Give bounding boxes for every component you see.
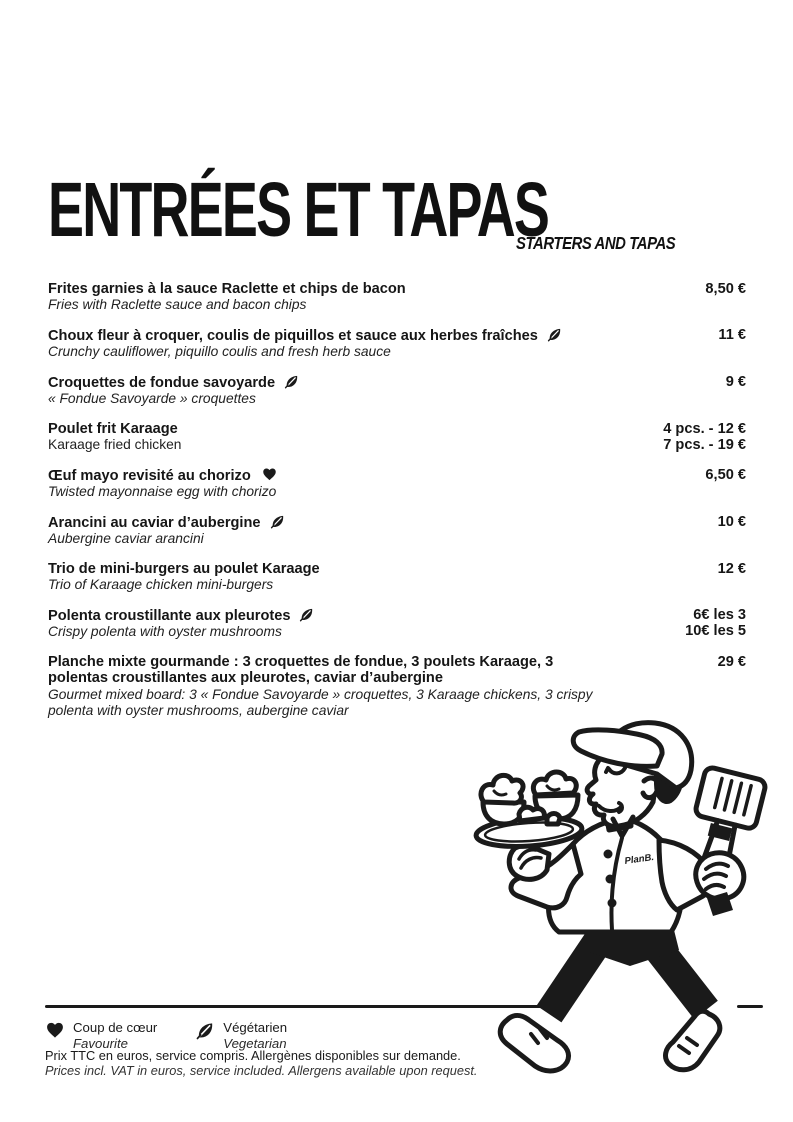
price-line: 11 € <box>718 327 746 343</box>
menu-item-planche-mixte <box>48 654 746 720</box>
menu-item-arancini <box>48 514 746 548</box>
dish-name-fr: Arancini au caviar d’aubergine <box>48 514 704 531</box>
vegetarian-leaf-icon <box>299 607 314 622</box>
dish-name-fr: Croquettes de fondue savoyarde <box>48 374 712 391</box>
dish-price <box>705 467 746 483</box>
leaf-icon <box>195 1021 215 1040</box>
price-line: 12 € <box>717 561 746 577</box>
menu-item-poulet-karaage <box>48 421 746 454</box>
vegetarian-leaf-icon <box>547 327 562 342</box>
dish-price <box>718 654 746 670</box>
menu-item-oeuf-mayo <box>48 467 746 501</box>
dish-price <box>726 374 746 390</box>
dish-price <box>718 561 746 577</box>
dish-name-en: « Fondue Savoyarde » croquettes <box>48 391 256 407</box>
fineprint-en: Prices incl. VAT in euros, service included. Allergens available upon request. <box>45 1062 478 1078</box>
dish-price <box>718 514 746 530</box>
dish-price <box>705 281 746 297</box>
dish-price <box>663 421 746 454</box>
fineprint-fr: Prix TTC en euros, service compris. Allergènes disponibles sur demande. <box>45 1048 461 1063</box>
dish-name-fr: Planche mixte gourmande : 3 croquettes de fondue, 3 poulets Karaage, 3 polentas croustillantes aux pleurotes, caviar d’aubergine <box>48 654 554 687</box>
legend-favourite-label-fr: Coup de cœur <box>73 1020 158 1035</box>
price-line: 10€ les 5 <box>685 623 746 640</box>
dish-name-en: Crispy polenta with oyster mushrooms <box>48 624 282 640</box>
dish-name-en: Trio of Karaage chicken mini-burgers <box>48 577 274 593</box>
legend-vegetarian-label-en: Vegetarian <box>223 1035 287 1051</box>
legend-favourite <box>45 1020 157 1051</box>
heart-icon <box>45 1021 65 1040</box>
dish-name-fr: Poulet frit Karaage <box>48 421 178 437</box>
menu-item-croquettes <box>48 374 746 408</box>
price-line: 4 pcs. - 12 € <box>663 421 746 437</box>
dish-name-fr: Frites garnies à la sauce Raclette et chips de bacon <box>48 281 406 297</box>
vegetarian-leaf-icon <box>270 514 285 529</box>
jacket-brand-text: PlanB. <box>623 851 655 867</box>
price-line: 29 € <box>717 654 746 670</box>
dish-name-en: Gourmet mixed board: 3 « Fondue Savoyarde » croquettes, 3 Karaage chickens, 3 crispy polenta with oyster mushrooms, aubergine caviar <box>48 686 593 719</box>
menu-list <box>48 281 746 733</box>
dish-price <box>685 607 746 640</box>
dish-name-fr: Polenta croustillante aux pleurotes <box>48 607 671 624</box>
menu-item-frites <box>48 281 746 314</box>
page-title: ENTRÉES ET TAPAS <box>48 167 549 253</box>
price-line: 8,50 € <box>705 281 746 297</box>
chef-illustration <box>463 714 793 1114</box>
dish-name-en: Twisted mayonnaise egg with chorizo <box>48 484 277 500</box>
dish-name-fr: Œuf mayo revisité au chorizo <box>48 467 691 484</box>
menu-item-polenta <box>48 607 746 641</box>
legend-favourite-label-en: Favourite <box>73 1035 128 1051</box>
chef-front-shoe <box>500 1016 568 1071</box>
page-subtitle: STARTERS AND TAPAS <box>516 233 676 253</box>
menu-item-mini-burgers <box>48 561 746 594</box>
favourite-heart-icon <box>261 467 278 482</box>
dish-name-fr: Choux fleur à croquer, coulis de piquillos et sauce aux herbes fraîches <box>48 327 704 344</box>
chef-fist <box>696 853 744 899</box>
legend <box>45 1020 325 1051</box>
fineprint <box>45 1049 477 1079</box>
price-line: 10 € <box>717 514 746 530</box>
price-line: 6€ les 3 <box>693 607 746 623</box>
dish-name-en: Fries with Raclette sauce and bacon chips <box>48 297 307 313</box>
dish-price <box>718 327 746 343</box>
chef-cap-brim <box>573 730 662 767</box>
price-line: 9 € <box>725 374 746 390</box>
dish-name-en: Aubergine caviar arancini <box>48 531 204 547</box>
price-line: 6,50 € <box>705 467 746 483</box>
legend-vegetarian-label-fr: Végétarien <box>223 1020 288 1035</box>
dish-name-fr: Trio de mini-burgers au poulet Karaage <box>48 561 320 577</box>
price-line: 7 pcs. - 19 € <box>663 437 746 454</box>
dish-name-en: Crunchy cauliflower, piquillo coulis and fresh herb sauce <box>48 344 391 360</box>
vegetarian-leaf-icon <box>284 374 299 389</box>
menu-item-choux-fleur <box>48 327 746 361</box>
dish-name-en: Karaage fried chicken <box>48 437 182 453</box>
legend-vegetarian <box>195 1020 287 1051</box>
